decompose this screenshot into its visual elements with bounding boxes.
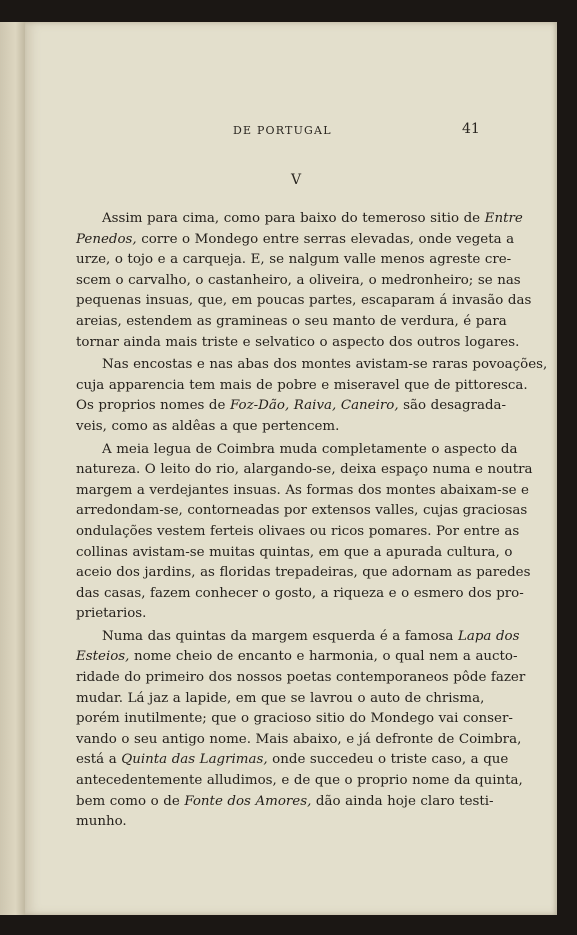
text-line: Penedos, corre o Mondego entre serras elevadas, onde vegeta a [76, 231, 515, 247]
text-line: antecedentemente alludimos, e de que o proprio nome da quinta, [76, 773, 523, 789]
text-line: Nas encostas e nas abas dos montes avistam-se raras povoações, [102, 357, 548, 373]
text-line: prietarios. [76, 606, 147, 622]
left-page-edge [0, 22, 26, 915]
text-line: areias, estendem as gramineas o seu manto de verdura, é para [76, 313, 507, 329]
running-title: DE PORTUGAL [233, 124, 332, 137]
chapter-number: V [290, 172, 302, 188]
text-line: mudar. Lá jaz a lapide, em que se lavrou o auto de chrisma, [76, 690, 485, 706]
text-line: pequenas insuas, que, em poucas partes, escaparam á invasão das [76, 293, 532, 309]
text-line: está a Quinta das Lagrimas, onde succedeu o triste caso, a que [76, 752, 509, 768]
text-line: urze, o tojo e a carqueja. E, se nalgum valle menos agreste cre- [76, 252, 512, 268]
text-line: Esteios, nome cheio de encanto e harmonia, o qual nem a aucto- [76, 649, 518, 665]
page-number: 41 [462, 121, 480, 137]
text-line: porém inutilmente; que o gracioso sitio do Mondego vai conser- [76, 711, 513, 727]
text-line: vando o seu antigo nome. Mais abaixo, e já defronte de Coimbra, [76, 731, 522, 747]
text-line: natureza. O leito do rio, alargando-se, deixa espaço numa e noutra [76, 462, 533, 478]
text-line: veis, como as aldêas a que pertencem. [76, 418, 340, 434]
page-header [25, 121, 557, 143]
body-text [76, 209, 548, 833]
text-line: Numa das quintas da margem esquerda é a famosa Lapa dos [102, 628, 520, 644]
text-line: ondulações vestem ferteis olivaes ou ricos pomares. Por entre as [76, 523, 520, 539]
text-line: ridade do primeiro dos nossos poetas contemporaneos pôde fazer [76, 670, 526, 686]
text-line: margem a verdejantes insuas. As formas dos montes abaixam-se e [76, 482, 529, 498]
text-line: scem o carvalho, o castanheiro, a oliveira, o medronheiro; se nas [76, 272, 521, 288]
text-line: das casas, fazem conhecer o gosto, a riqueza e o esmero dos pro- [76, 585, 524, 601]
text-line: A meia legua de Coimbra muda completamente o aspecto da [102, 441, 518, 457]
text-line: Assim para cima, como para baixo do temeroso sitio de Entre [102, 211, 523, 226]
text-line: collinas avistam-se muitas quintas, em que a apurada cultura, o [76, 544, 513, 560]
text-line: tornar ainda mais triste e selvatico o aspecto dos outros logares. [76, 334, 520, 350]
text-line: Os proprios nomes de Foz-Dão, Raiva, Caneiro, são desagrada- [76, 398, 507, 414]
text-line: bem como o de Fonte dos Amores, dão ainda hoje claro testi- [76, 793, 494, 809]
text-line: arredondam-se, contorneadas por extensos valles, cujas graciosas [76, 503, 528, 519]
book-page [25, 22, 557, 915]
text-line: aceio dos jardins, as floridas trepadeiras, que adornam as paredes [76, 565, 531, 581]
text-line: munho. [76, 814, 127, 830]
text-line: cuja apparencia tem mais de pobre e miseravel que de pittoresca. [76, 377, 528, 393]
